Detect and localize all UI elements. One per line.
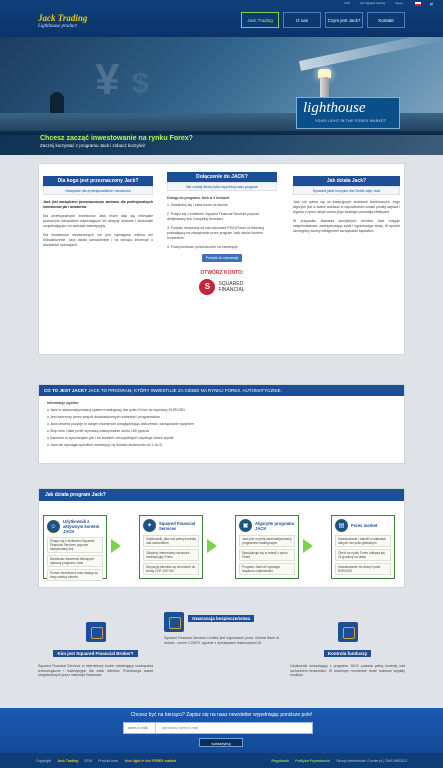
what-band: CO TO JEST JACK? JACK TO PROGRAM, KTÓRY INWESTUJE ZA CIEBIE NA RYNKU FOREX. AUTOMATYCZNIE.	[39, 385, 404, 396]
terms-link[interactable]: Regulamin	[271, 758, 290, 763]
flag-icon[interactable]	[415, 2, 421, 6]
subscribe-button[interactable]: subskrybuj	[199, 738, 243, 747]
phone-info: CSK	[343, 1, 351, 5]
monitor-icon: ▣	[239, 519, 252, 532]
step-2: 2. Połącz się z brokerem Squared Financial Services poprzez dedykowany link i uzupełnij formularz.	[167, 212, 260, 221]
skype-link[interactable]: skype	[395, 1, 403, 5]
lighthouse-badge: lighthouse YOUR LIGHT IN THE FOREX MARKET	[296, 97, 400, 129]
flow-box-user: ☺ Użytkownik z aktywnym kontem JACK Połącz się z brokerem Squared Financial Services poprzez dedykowany link Możliwość śledzenia bieżących operacji programu Jack Pomoc techniczna oraz dostęp do bazy wiedzy klienta	[43, 515, 107, 579]
feature-funds: Kontrola funduszy Użytkownik korzystający z programu JACK posiada pełną kontrolę nad rachunkiem brokerskim. W dowolnym momencie może dokonać wypłaty środków.	[290, 604, 405, 694]
nav-home[interactable]: Jack Trading	[241, 12, 279, 28]
feature-security: Gwarancja bezpieczeństwa Squared Financial Services Limited jest regulowane przez Central Bank of Ireland - numer C10679, zgodnie z dyrektywami finansowymi UE.	[164, 604, 279, 694]
arrow-icon	[303, 539, 313, 553]
flow-title: Jak działa program Jack?	[39, 489, 404, 501]
how-it-works-section	[38, 488, 405, 588]
start-subtitle: Nie czekaj dłużej tylko wypróbuj nasz program	[167, 182, 277, 191]
how-column	[289, 164, 406, 354]
nav-contact[interactable]: Kontakt	[367, 12, 405, 28]
features-section	[38, 604, 405, 694]
who-subtitle: Narzędzie dla profesjonalistów i amatorów	[43, 186, 153, 195]
flow-box-broker: ✦ Squared Financial Services Użytkownik, jako ma pełną kontrolę nad rachunkiem Oficjalny internetowy rachunek inwestycyjny Forex Depozyty klientów są chronione do kwoty CHF 100 000	[139, 515, 203, 579]
newsletter-section	[0, 708, 443, 753]
flow-box-algorithm: ▣ Algorytm programu JACK Jack jest w pełni zautomatyzowany programem tradingowym Specjalizuje się w relacji z rynku Forex Program Jack nie wymaga wsparcia użytkownika	[235, 515, 299, 579]
intro-section	[38, 163, 405, 355]
newsletter-prompt: Chcesz być na bieżąco? Zapisz się na nasz newsletter wypełniając poniższe pole!	[130, 712, 313, 718]
flow-box-forex: ▤ Forex market Inwestowanie i handel w walutach obcych na rynku globalnym Obrót na rynku Forex odbywa się 24 godziny na dobę Inwestowanie na niższy rynek EUR/USD	[331, 515, 395, 579]
who-p3: Dla inwestorów niezawodnych nie jest wymagana wiedza ani doświadczenie. Jack działa samodzielnie i na bieżąco informuje o wszystkich operacjach.	[43, 233, 153, 247]
light-beam	[299, 37, 443, 71]
hero-banner	[0, 37, 443, 155]
who-p2: Dla profesjonalnych inwestorów Jack może stać się niezwykle pomocnym narzędziem wspierającym ich decyzje rynkowe i doskonale uzupełniającym ich warsztat inwestycyjny.	[43, 214, 153, 228]
language-select[interactable]: pl	[429, 1, 433, 6]
hero-title: Chcesz zacząć inwestowanie na rynku Forex?	[40, 135, 193, 142]
hero-caption	[0, 131, 443, 155]
info-item: o Zarówno w symulacjach jak i na kontach rzeczywistych uzyskuje dobre wyniki	[47, 436, 174, 440]
dollar-symbol-decoration: $	[132, 67, 149, 100]
who-title: Dla kogo jest przeznaczony Jack?	[43, 176, 153, 186]
step-4: 4. Podaj fundusze przeznaczone na inwestycje.	[167, 245, 239, 249]
funds-icon	[338, 622, 358, 642]
steps-heading: Dostęp do programu Jack w 4 krokach:	[167, 196, 231, 200]
who-column	[39, 164, 157, 354]
shield-icon	[164, 612, 184, 632]
how-p2: W przypadku złamania korzystnych trendów Jack reaguje natychmiastowo, zabezpieczając zyski i ograniczając straty. W sposób szczególny tworzy inteligentne zarządzanie kapitałem.	[293, 219, 400, 233]
logo[interactable]: Jack Trading Lighthouse product	[38, 13, 88, 29]
email-input[interactable]: wprowadź adres e-mail	[162, 726, 198, 730]
info-item: o Stop loss i take profit wynoszą maksymalnie około 150 pipsów	[47, 429, 150, 433]
yen-symbol-decoration: ¥	[95, 55, 120, 104]
squared-financial-logo[interactable]: S SQUARED FINANCIAL	[167, 279, 277, 295]
how-title: Jak działa Jack?	[293, 176, 400, 186]
header	[0, 10, 443, 37]
step-1: 1. Zarejestruj się i załóż konto na stronie	[167, 203, 228, 207]
nav-about[interactable]: O nas	[283, 12, 321, 28]
arrow-icon	[111, 539, 121, 553]
info-heading: Informacje ogólne:	[47, 401, 80, 405]
start-column	[163, 164, 281, 354]
who-p1: Jack jest narzędziem przeznaczonym zarówno dla profesjonalnych inwestorów jak i amatorów.	[43, 200, 153, 209]
info-item: o Jest tworzony przez zespół doświadczonych traderów i programistów	[47, 415, 160, 419]
top-bar	[0, 0, 443, 10]
privacy-link[interactable]: Polityka Prywatności	[295, 758, 331, 763]
start-title: Dołączenie do JACK?	[167, 172, 277, 182]
footer-brand: Jack Trading	[56, 758, 79, 763]
hero-subtitle: Zacznij korzystać z programu Jack i zobacz korzyści!	[40, 143, 146, 148]
what-is-jack-section	[38, 384, 405, 464]
nav-what-is-jack[interactable]: Czym jest Jack?	[325, 12, 363, 28]
main-nav	[241, 12, 405, 28]
chart-icon: ▤	[335, 519, 348, 532]
footer-credits: Strony internetowe: iCenter.pl | CMS WEBCO	[336, 758, 407, 763]
arrow-icon	[207, 539, 217, 553]
email-link[interactable]: biuro@jack.trading	[360, 1, 386, 5]
how-p1: Jack nie opiera się na tradycyjnych analizach technicznych. Jego algorytm jest w stanie wskazać w odpowiednim czasie punkty wejścia i wyjścia z rynku dzięki czemu jego strategie pozostają efektywne.	[293, 200, 400, 214]
question-icon	[86, 622, 106, 642]
feature-broker: Kim jest Squared Financial Broker? Squared Financial Services to internetowy broker zawierający rozwiązania technologiczne i inwestycyjne dla wielu klientów. Przestrzega zasad uregulowanych przez instytucje finansowe.	[38, 604, 153, 694]
open-account-label: OTWÓRZ KONTO:	[200, 270, 244, 276]
squared-logo-icon: S	[199, 279, 215, 295]
info-item: o Jack to zautomatyzowany system tradingowy dla rynku Forex do wymiany EUR/USD	[47, 408, 185, 412]
email-field[interactable]: adres e-mail: wprowadź adres e-mail	[123, 722, 313, 734]
broker-icon: ✦	[143, 519, 156, 532]
info-item: o Jack otwiera pozycje w danym momencie uwzględniając obliczenia i zarządzanie ryzykiem	[47, 422, 195, 426]
user-icon: ☺	[47, 520, 60, 533]
info-item: o Jack nie wymaga wysokich inwestycji, by działać skutecznie od 1 do 5.	[47, 443, 163, 447]
footer: Copyright Jack Trading 2015 Product from Your light in the FOREX market Regulamin Polityka Prywatności Strony internetowe: iCenter.pl | CMS WEBCO	[0, 753, 443, 768]
step-3: 3. Podpisz otrzymany od nas dokument POA (Power of Attorney) pozwalający na zarządzanie przez program Jack swoim kontem brokerskim.	[167, 226, 265, 240]
how-subtitle: Sprawdź jakie korzyści dla Ciebie daje Jack	[293, 186, 400, 195]
register-button[interactable]: Przejdź do rejestracji	[202, 254, 242, 262]
